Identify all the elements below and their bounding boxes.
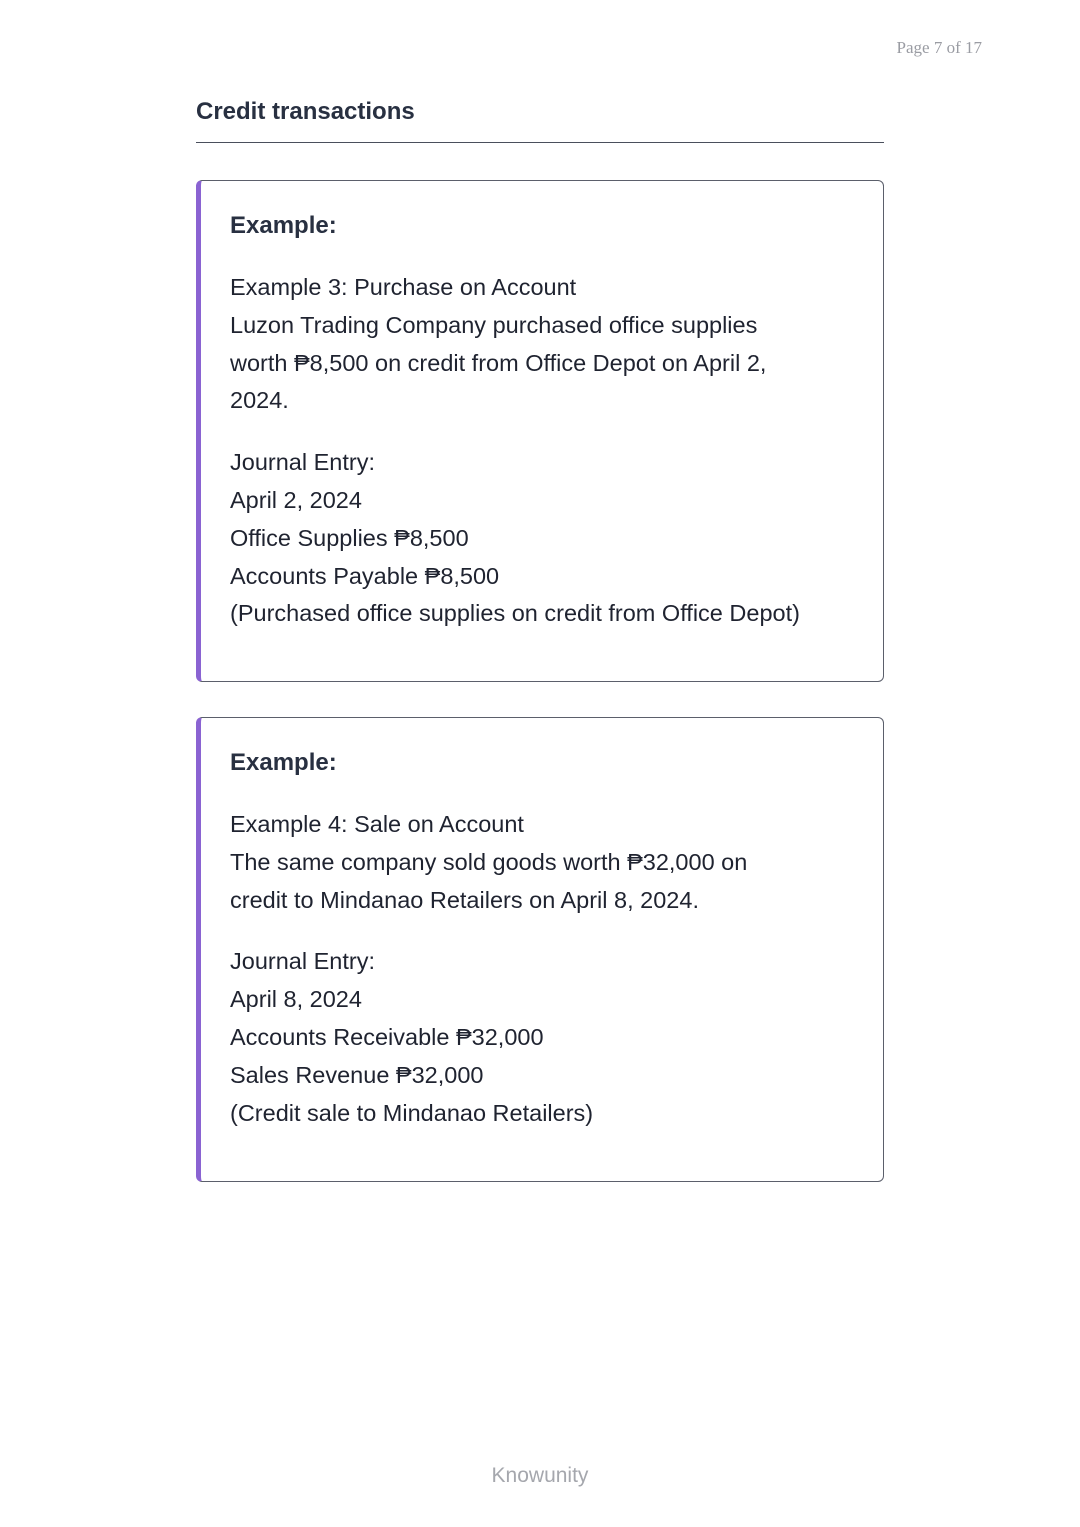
- example-card-4: [196, 717, 884, 1182]
- example-description-line: credit to Mindanao Retailers on April 8, 2024.: [230, 886, 699, 913]
- example-description-line: Luzon Trading Company purchased office supplies: [230, 311, 758, 338]
- page-number: Page 7 of 17: [896, 38, 982, 57]
- section-divider: [196, 142, 884, 143]
- example-heading: Example:: [230, 749, 337, 776]
- journal-entry-label: Journal Entry:: [230, 449, 375, 476]
- example-title: Example 3: Purchase on Account: [230, 274, 577, 300]
- example-card-3: [196, 180, 884, 682]
- example-description-line: 2024.: [230, 387, 289, 414]
- journal-entry-credit: Accounts Payable ₱8,500: [230, 562, 500, 589]
- journal-entry-note: (Purchased office supplies on credit from Office Depot): [230, 600, 800, 627]
- journal-entry-note: (Credit sale to Mindanao Retailers): [230, 1099, 594, 1126]
- journal-entry-debit: Office Supplies ₱8,500: [230, 524, 469, 551]
- journal-entry-credit: Sales Revenue ₱32,000: [230, 1061, 484, 1088]
- section-title: Credit transactions: [196, 98, 415, 125]
- example-description-line: The same company sold goods worth ₱32,000 on: [230, 848, 748, 875]
- journal-entry-debit: Accounts Receivable ₱32,000: [230, 1023, 544, 1050]
- journal-entry-date: April 8, 2024: [230, 986, 362, 1013]
- footer-brand-logo: Knowunity: [491, 1464, 589, 1487]
- example-description-line: worth ₱8,500 on credit from Office Depot on April 2,: [230, 349, 767, 376]
- journal-entry-date: April 2, 2024: [230, 486, 362, 513]
- journal-entry-label: Journal Entry:: [230, 948, 375, 975]
- example-title: Example 4: Sale on Account: [230, 811, 524, 837]
- example-heading: Example:: [230, 212, 337, 239]
